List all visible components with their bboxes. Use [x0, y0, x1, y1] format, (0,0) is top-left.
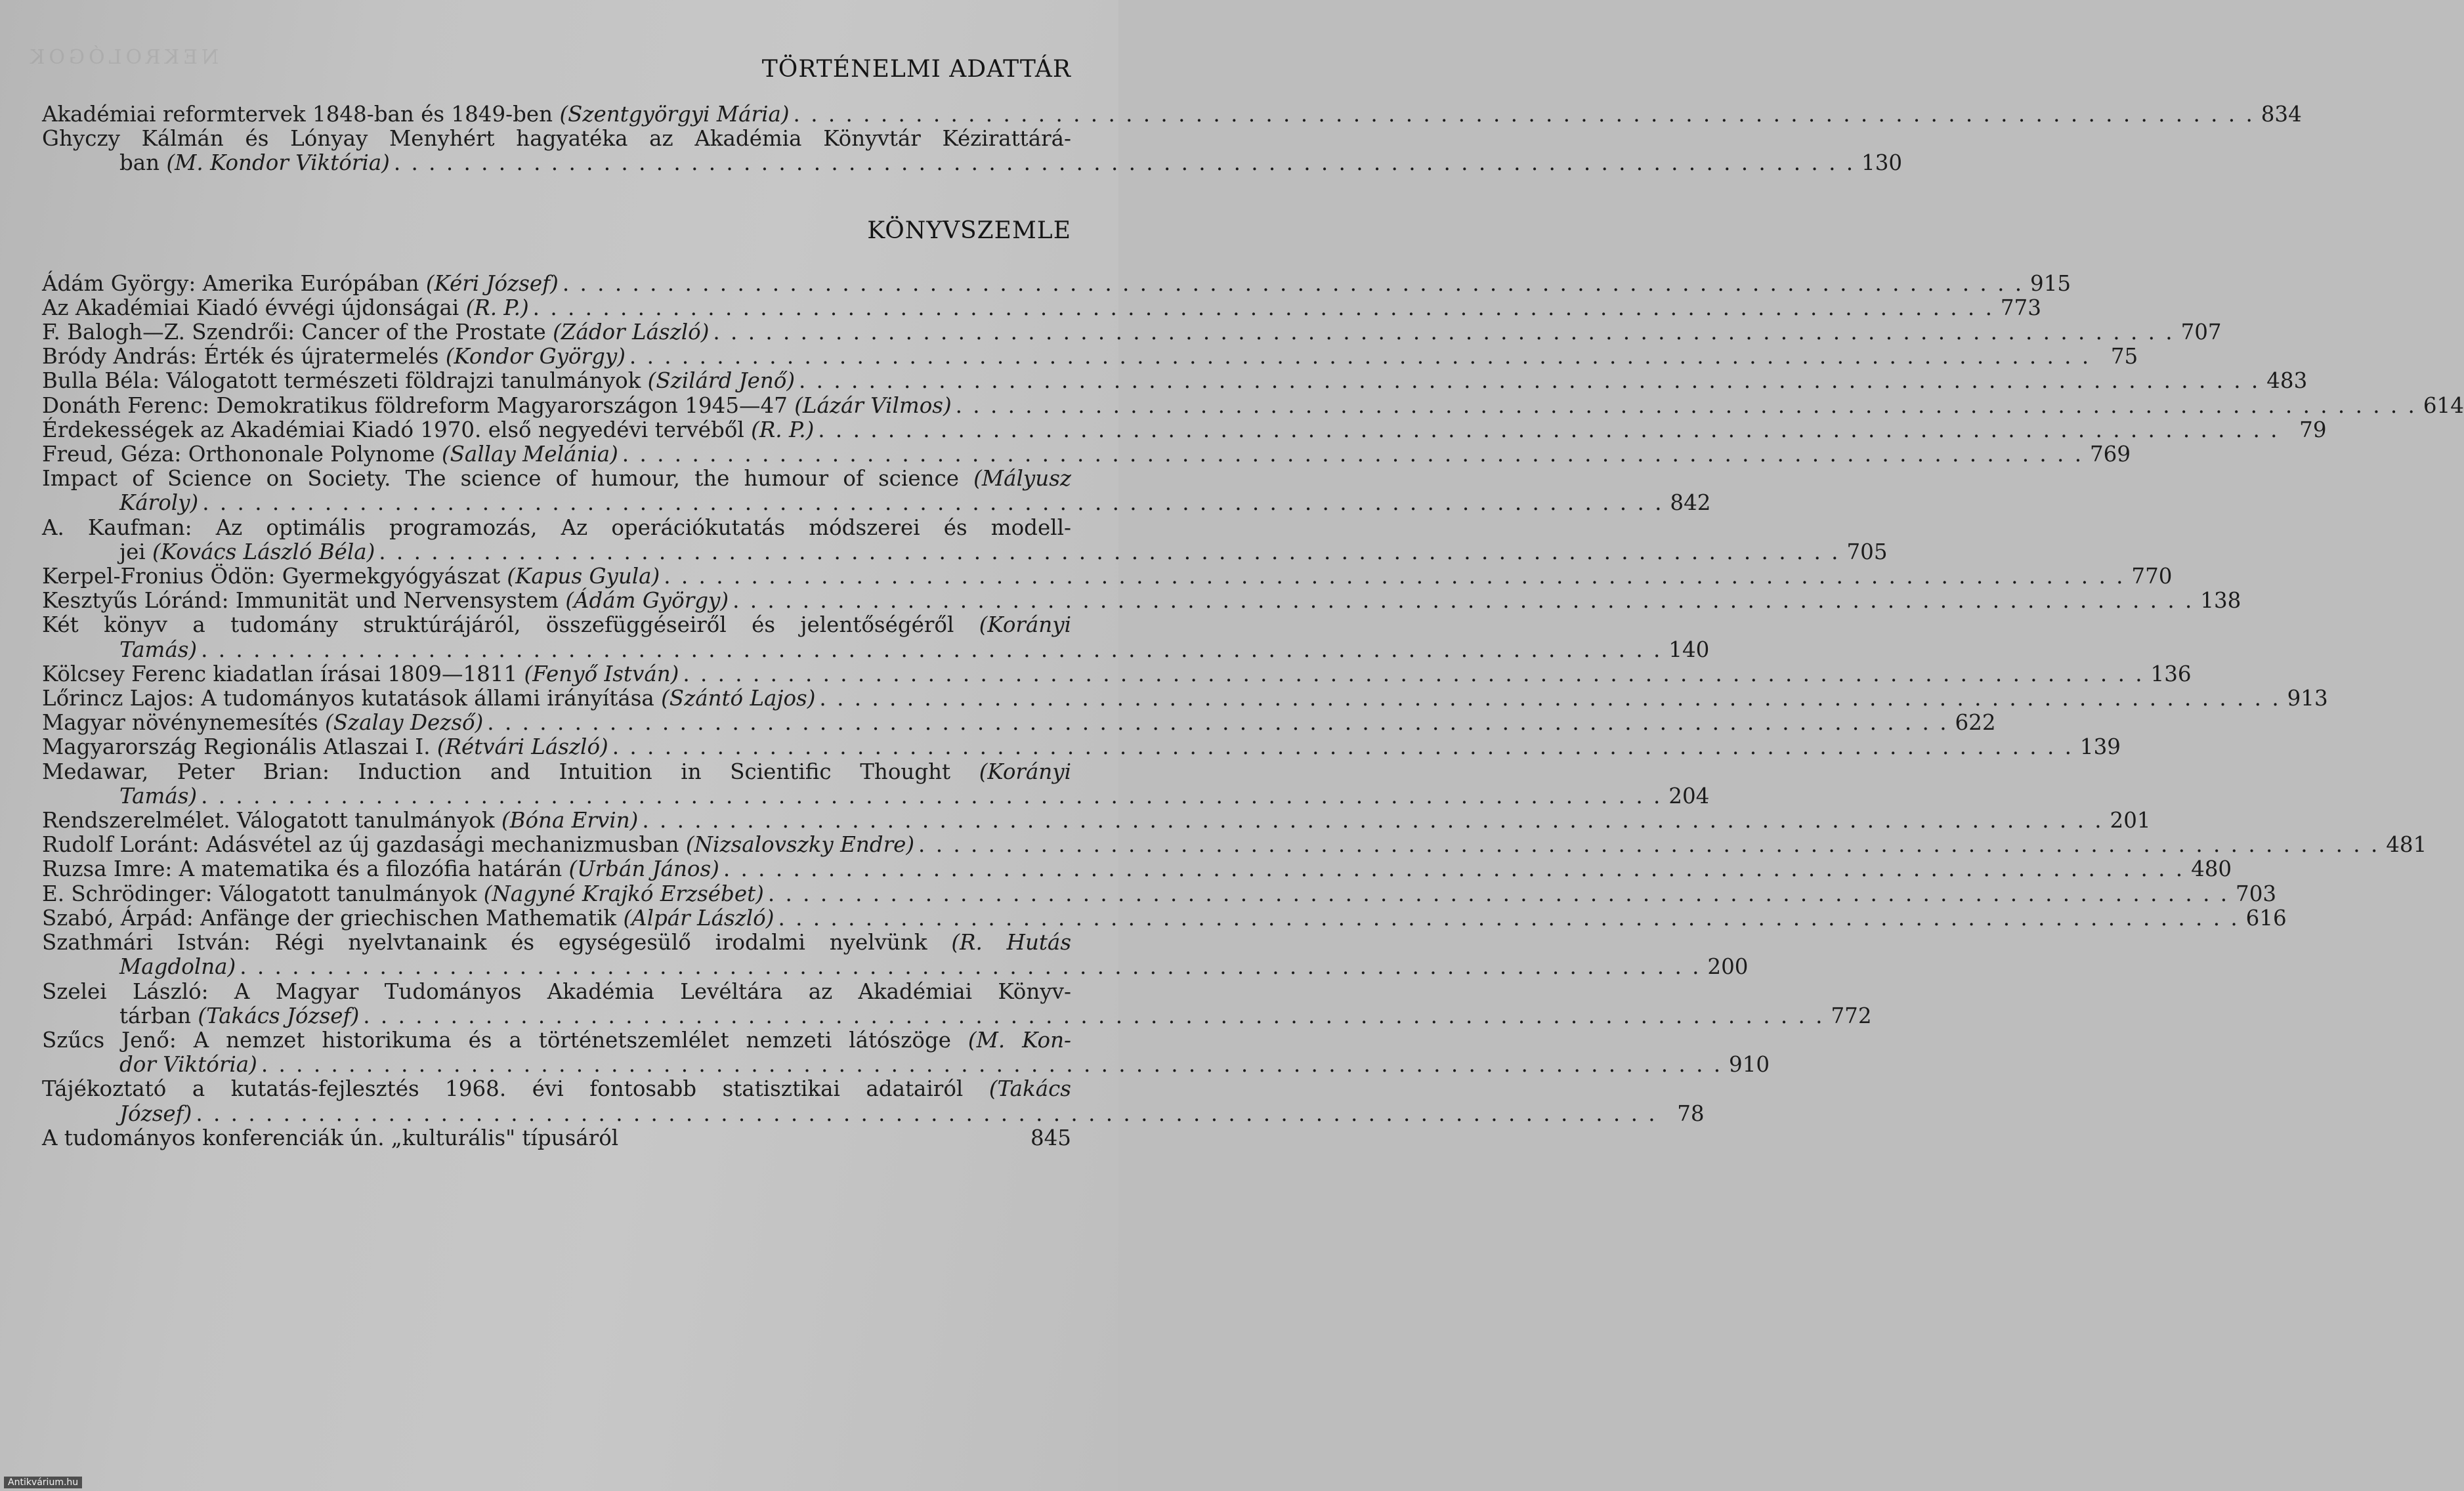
dot-leader: . . . . . . . . . . . . . . . . . . . . . . . . . . . . . . . . . . . . . . . . . . . . . . . . . . . . . . . . . . . . . . . . . . . . . . . . . . . . . . . . . . . . [201, 637, 1663, 662]
page-number: 770 [2131, 564, 2173, 589]
entry-author: (Szántó Lajos) [661, 686, 816, 711]
index-entry [42, 514, 1888, 564]
index-entry [42, 930, 1749, 980]
page-number: 480 [2191, 856, 2232, 882]
index-entry [42, 126, 1903, 176]
dot-leader: . . . . . . . . . . . . . . . . . . . . . . . . . . . . . . . . . . . . . . . . . . . . . . . . . . . . . . . . . . . . . . . . . . . . . . . . . . . . . . . . . . . . [562, 270, 2024, 296]
dot-leader: . . . . . . . . . . . . . . . . . . . . . . . . . . . . . . . . . . . . . . . . . . . . . . . . . . . . . . . . . . . . . . . . . . . . . . . . . . . . . . . . . . . . [778, 905, 2240, 931]
entry-second-line [42, 1101, 1705, 1126]
entry-line [42, 344, 2138, 369]
page-number: 842 [1670, 490, 1711, 516]
entry-line [42, 832, 2427, 858]
entry-title: Freud, Géza: Orthononale Polynome (Sallay Melánia) [42, 442, 618, 467]
entry-title: E. Schrödinger: Válogatott tanulmányok (Nagyné Krajkó Erzsébet) [42, 881, 764, 906]
page-number: 139 [2079, 734, 2121, 760]
entry-author: (R. Hutás [951, 930, 1071, 956]
entry-author: Tamás) [119, 783, 198, 808]
index-entry [42, 564, 2173, 589]
entry-author: (Sallay Melánia) [441, 442, 618, 467]
index-entry [42, 588, 2241, 614]
dot-leader: . . . . . . . . . . . . . . . . . . . . . . . . . . . . . . . . . . . . . . . . . . . . . . . . . . . . . . . . . . . . . . . . . . . . . . . . . . . . . . . . . . . . [918, 832, 2380, 858]
entry-title: Az Akadémiai Kiadó évvégi újdonságai (R. P.) [42, 295, 529, 320]
entry-author: (Alpár László) [623, 905, 775, 931]
entry-author: Károly) [119, 490, 199, 516]
entry-line [42, 392, 2464, 418]
index-entry [42, 612, 1710, 662]
dot-leader: . . . . . . . . . . . . . . . . . . . . . . . . . . . . . . . . . . . . . . . . . . . . . . . . . . . . . . . . . . . . . . . . . . . . . . . . . . . . . . . . . . . . [733, 588, 2194, 614]
entry-title: Kesztyűs Lóránd: Immunität und Nervensystem (Ádám György) [42, 588, 729, 614]
entry-title: A tudományos konferenciák ún. „kulturális" típusáról [42, 1125, 619, 1150]
entry-continuation [42, 491, 198, 515]
entry-author: (Zádor László) [553, 320, 710, 345]
entry-author: (Lázár Vilmos) [794, 392, 952, 418]
entry-second-line [42, 1003, 1872, 1028]
page-number: 75 [2110, 344, 2138, 369]
index-entry [42, 832, 2427, 858]
index-content [42, 56, 2464, 1150]
entry-title: Érdekességek az Akadémiai Kiadó 1970. első negyedévi tervéből (R. P.) [42, 417, 815, 442]
page-number: 138 [2200, 588, 2241, 614]
entry-continuation [42, 784, 197, 808]
entry-author: (Ádám György) [565, 588, 729, 614]
entry-author: (Nizsalovszky Endre) [685, 832, 915, 858]
index-entry [42, 978, 1872, 1028]
entry-line [42, 1126, 1071, 1150]
index-entry [42, 808, 2151, 833]
entry-continuation: jei (Kovács László Béla) [119, 539, 375, 564]
entry-author: (Korányi [979, 612, 1071, 638]
page-number: 769 [2090, 442, 2131, 467]
page-number: 703 [2236, 881, 2277, 906]
entry-line [42, 368, 2308, 394]
index-entry [42, 466, 1711, 516]
entry-title: Rudolf Loránt: Adásvétel az új gazdasági mechanizmusban (Nizsalovszky Endre) [42, 832, 915, 858]
index-entry [42, 368, 2308, 394]
index-entry [42, 1027, 1770, 1078]
dot-leader: . . . . . . . . . . . . . . . . . . . . . . . . . . . . . . . . . . . . . . . . . . . . . . . . . . . . . . . . . . . . . . . . . . . . . . . . . . . . . . . . . . . . [713, 320, 2175, 345]
page-number: 614 [2423, 392, 2464, 418]
index-entry [42, 734, 2121, 760]
entry-author: (Mályusz [973, 466, 1071, 492]
entry-continuation [42, 1102, 192, 1126]
dot-leader: . . . . . . . . . . . . . . . . . . . . . . . . . . . . . . . . . . . . . . . . . . . . . . . . . . . . . . . . . . . . . . . . . . . . . . . . . . . . . . . . . . . . [202, 490, 1664, 516]
tortenelmi-list [42, 102, 2302, 176]
index-entry [42, 856, 2232, 882]
entry-author: (M. Kondor Viktória) [166, 150, 390, 176]
entry-line [42, 905, 2287, 931]
dot-leader: . . . . . . . . . . . . . . . . . . . . . . . . . . . . . . . . . . . . . . . . . . . . . . . . . . . . . . . . . . . . . . . . . . . . . . . . . . . . . . . . . . . . [261, 1052, 1723, 1078]
entry-line [42, 856, 2232, 882]
page-number: 622 [1955, 710, 1996, 736]
dot-leader: . . . . . . . . . . . . . . . . . . . . . . . . . . . . . . . . . . . . . . . . . . . . . . . . . . . . . . . . . . . . . . . . . . . . . . . . . . . . . . . . . . . . [799, 368, 2261, 394]
entry-title: Szabó, Árpád: Anfänge der griechischen Mathematik (Alpár László) [42, 905, 775, 931]
entry-first-line: Impact of Science on Society. The science of humour, the humour of science (Mályusz [42, 466, 1071, 492]
entry-first-line: Medawar, Peter Brian: Induction and Intuition in Scientific Thought (Korányi [42, 759, 1071, 784]
page-number: 130 [1861, 150, 1903, 176]
entry-line [42, 588, 2241, 614]
entry-title: Ádám György: Amerika Európában (Kéri József) [42, 270, 559, 296]
page-number: 616 [2245, 905, 2287, 931]
entry-title: F. Balogh—Z. Szendrői: Cancer of the Prostate (Zádor László) [42, 320, 710, 345]
page-number: 707 [2180, 320, 2222, 345]
entry-author: Tamás) [119, 637, 198, 662]
entry-title: Ruzsa Imre: A matematika és a filozófia határán (Urbán János) [42, 856, 719, 882]
index-entry [42, 344, 2138, 369]
page-number: 913 [2287, 686, 2328, 711]
index-entry [42, 442, 2131, 467]
entry-first-line: A. Kaufman: Az optimális programozás, Az operációkutatás módszerei és modell- [42, 514, 1071, 540]
entry-author: (Nagyné Krajkó Erzsébet) [483, 881, 764, 906]
entry-continuation [42, 638, 197, 662]
entry-title: Magyarország Regionális Atlaszai I. (Rétvári László) [42, 734, 608, 760]
index-entry [42, 759, 1710, 808]
entry-continuation [42, 1053, 257, 1077]
dot-leader: . . . . . . . . . . . . . . . . . . . . . . . . . . . . . . . . . . . . . . . . . . . . . . . . . . . . . . . . . . . . . . . . . . . . . . . . . . . . . . . . . . . . [612, 734, 2073, 760]
entry-title: Lőrincz Lajos: A tudományos kutatások állami irányítása (Szántó Lajos) [42, 686, 816, 711]
entry-author: (Takács József) [198, 1003, 360, 1028]
entry-title: Kölcsey Ferenc kiadatlan írásai 1809—1811 (Fenyő István) [42, 661, 679, 686]
dot-leader: . . . . . . . . . . . . . . . . . . . . . . . . . . . . . . . . . . . . . . . . . . . . . . . . . . . . . . . . . . . . . . . . . . . . . . . . . . . . . . . . . . . . [629, 344, 2091, 369]
entry-author: (Bóna Ervin) [501, 808, 639, 833]
entry-title: Magyar növénynemesítés (Szalay Dezső) [42, 710, 484, 736]
section-heading-tortenelmi: TÖRTÉNELMI ADATTÁR [761, 56, 1071, 83]
entry-line [42, 417, 2327, 442]
entry-line [42, 270, 2071, 296]
dot-leader: . . . . . . . . . . . . . . . . . . . . . . . . . . . . . . . . . . . . . . . . . . . . . . . . . . . . . . . . . . . . . . . . . . . . . . . . . . . . . . . . . . . . [767, 881, 2230, 906]
entry-title: Akadémiai reformtervek 1848-ban és 1849-ben (Szentgyörgyi Mária) [42, 102, 790, 127]
page-number: 483 [2266, 368, 2308, 394]
dot-leader: . . . . . . . . . . . . . . . . . . . . . . . . . . . . . . . . . . . . . . . . . . . . . . . . . . . . . . . . . . . . . . . . . . . . . . . . . . . . . . . . . . . . [363, 1003, 1825, 1028]
entry-first-line: Szűcs Jenő: A nemzet historikuma és a történetszemlélet nemzeti látószöge (M. Kon- [42, 1027, 1071, 1053]
entry-author: (Korányi [979, 759, 1071, 784]
page-number: 910 [1729, 1052, 1770, 1078]
entry-title: Bródy András: Érték és újratermelés (Kondor György) [42, 344, 626, 369]
index-entry [42, 905, 2287, 931]
entry-line [42, 442, 2131, 467]
entry-second-line [42, 783, 1710, 808]
entry-author: (Kéri József) [425, 270, 559, 296]
dot-leader: . . . . . . . . . . . . . . . . . . . . . . . . . . . . . . . . . . . . . . . . . . . . . . . . . . . . . . . . . . . . . . . . . . . . . . . . . . . . . . . . . . . . [664, 564, 2125, 589]
entry-first-line: Tájékoztató a kutatás-fejlesztés 1968. évi fontosabb statisztikai adatairól (Takács [42, 1076, 1071, 1102]
watermark: Antikvárium.hu [4, 1477, 82, 1488]
index-entry [42, 320, 2222, 345]
index-entry [42, 1076, 1705, 1126]
entry-continuation: ban (M. Kondor Viktória) [119, 150, 390, 176]
entry-author: (Kondor György) [445, 344, 626, 369]
dot-leader: . . . . . . . . . . . . . . . . . . . . . . . . . . . . . . . . . . . . . . . . . . . . . . . . . . . . . . . . . . . . . . . . . . . . . . . . . . . . . . . . . . . . [393, 150, 1856, 176]
page-number: 140 [1668, 637, 1710, 662]
index-entry [42, 102, 2302, 127]
dot-leader: . . . . . . . . . . . . . . . . . . . . . . . . . . . . . . . . . . . . . . . . . . . . . . . . . . . . . . . . . . . . . . . . . . . . . . . . . . . . . . . . . . . . [201, 783, 1663, 808]
bleed-through-text: NEKROLÓGOK [26, 46, 219, 69]
entry-second-line [42, 637, 1710, 662]
dot-leader: . . . . . . . . . . . . . . . . . . . . . . . . . . . . . . . . . . . . . . . . . . . . . . . . . . . . . . . . . . . . . . . . . . . . . . . . . . . . . . . . . . . . [723, 856, 2185, 882]
index-entry [42, 686, 2328, 711]
entry-title: Bulla Béla: Válogatott természeti földrajzi tanulmányok (Szilárd Jenő) [42, 368, 796, 394]
entry-first-line: Ghyczy Kálmán és Lónyay Menyhért hagyatéka az Akadémia Könyvtár Kézirattárá- [42, 126, 1071, 152]
entry-author: (Fenyő István) [524, 661, 679, 686]
entry-second-line [42, 539, 1888, 564]
page-number: 845 [1030, 1125, 1071, 1150]
entry-author: József) [119, 1101, 192, 1126]
entry-first-line: Szathmári István: Régi nyelvtanaink és egységesülő irodalmi nyelvünk (R. Hutás [42, 930, 1071, 956]
index-entry [42, 1126, 1071, 1150]
entry-line [42, 295, 2041, 320]
entry-first-line: Szelei László: A Magyar Tudományos Akadémia Levéltára az Akadémiai Könyv- [42, 978, 1071, 1004]
section-heading-konyvszemle: KÖNYVSZEMLE [867, 217, 1071, 244]
entry-author: (Urbán János) [568, 856, 719, 882]
page-number: 78 [1677, 1101, 1705, 1126]
entry-author: (Kapus Gyula) [507, 564, 660, 589]
entry-line [42, 564, 2173, 589]
index-entry [42, 270, 2071, 296]
dot-leader: . . . . . . . . . . . . . . . . . . . . . . . . . . . . . . . . . . . . . . . . . . . . . . . . . . . . . . . . . . . . . . . . . . . . . . . . . . . . . . . . . . . . [819, 686, 2281, 711]
index-entry [42, 417, 2327, 442]
entry-line [42, 734, 2121, 760]
page-number: 79 [2299, 417, 2327, 442]
entry-title: Rendszerelmélet. Válogatott tanulmányok (Bóna Ervin) [42, 808, 639, 833]
entry-author: (Takács [988, 1076, 1071, 1102]
dot-leader: . . . . . . . . . . . . . . . . . . . . . . . . . . . . . . . . . . . . . . . . . . . . . . . . . . . . . . . . . . . . . . . . . . . . . . . . . . . . . . . . . . . . [955, 392, 2417, 418]
dot-leader: . . . . . . . . . . . . . . . . . . . . . . . . . . . . . . . . . . . . . . . . . . . . . . . . . . . . . . . . . . . . . . . . . . . . . . . . . . . . . . . . . . . . [240, 954, 1701, 980]
entry-author: (Kovács László Béla) [152, 539, 375, 564]
page-number: 481 [2386, 832, 2427, 858]
dot-leader: . . . . . . . . . . . . . . . . . . . . . . . . . . . . . . . . . . . . . . . . . . . . . . . . . . . . . . . . . . . . . . . . . . . . . . . . . . . . . . . . . . . . [683, 661, 2144, 686]
page-number: 915 [2030, 270, 2071, 296]
entry-continuation [42, 955, 236, 979]
index-entry [42, 295, 2041, 320]
page-number: 136 [2150, 661, 2192, 686]
dot-leader: . . . . . . . . . . . . . . . . . . . . . . . . . . . . . . . . . . . . . . . . . . . . . . . . . . . . . . . . . . . . . . . . . . . . . . . . . . . . . . . . . . . . [379, 539, 1840, 564]
entry-author: (R. P.) [751, 417, 815, 442]
entry-line [42, 320, 2222, 345]
dot-leader: . . . . . . . . . . . . . . . . . . . . . . . . . . . . . . . . . . . . . . . . . . . . . . . . . . . . . . . . . . . . . . . . . . . . . . . . . . . . . . . . . . . . [487, 710, 1949, 736]
entry-second-line [42, 1052, 1770, 1078]
page-number: 772 [1831, 1003, 1872, 1028]
page-number: 201 [2110, 808, 2151, 833]
entry-author: (Szilárd Jenő) [647, 368, 796, 394]
page-number: 834 [2261, 102, 2302, 127]
page-number: 200 [1707, 954, 1749, 980]
entry-second-line [42, 490, 1711, 516]
page-number: 773 [2000, 295, 2041, 320]
entry-author: dor Viktória) [119, 1052, 257, 1078]
page-number: 705 [1846, 539, 1888, 564]
dot-leader: . . . . . . . . . . . . . . . . . . . . . . . . . . . . . . . . . . . . . . . . . . . . . . . . . . . . . . . . . . . . . . . . . . . . . . . . . . . . . . . . . . . . [622, 442, 2084, 467]
entry-author: (Rétvári László) [436, 734, 608, 760]
entry-second-line [42, 150, 1903, 176]
entry-author: (Szalay Dezső) [325, 710, 484, 736]
entry-author: (Szentgyörgyi Mária) [559, 102, 790, 127]
konyvszemle-list [42, 270, 2464, 1150]
page-number: 204 [1668, 783, 1710, 808]
entry-line [42, 881, 2277, 906]
entry-title: Kerpel-Fronius Ödön: Gyermekgyógyászat (Kapus Gyula) [42, 564, 660, 589]
entry-author: Magdolna) [119, 954, 236, 980]
index-entry [42, 661, 2192, 686]
entry-line [42, 686, 2328, 711]
entry-continuation: tárban (Takács József) [119, 1003, 360, 1028]
entry-author: (R. P.) [465, 295, 529, 320]
dot-leader: . . . . . . . . . . . . . . . . . . . . . . . . . . . . . . . . . . . . . . . . . . . . . . . . . . . . . . . . . . . . . . . . . . . . . . . . . . . . . . . . . . . . [642, 808, 2104, 833]
entry-title: Donáth Ferenc: Demokratikus földreform Magyarországon 1945—47 (Lázár Vilmos) [42, 392, 952, 418]
dot-leader: . . . . . . . . . . . . . . . . . . . . . . . . . . . . . . . . . . . . . . . . . . . . . . . . . . . . . . . . . . . . . . . . . . . . . . . . . . . . . . . . . . . . [818, 417, 2280, 442]
index-entry [42, 710, 1996, 736]
dot-leader: . . . . . . . . . . . . . . . . . . . . . . . . . . . . . . . . . . . . . . . . . . . . . . . . . . . . . . . . . . . . . . . . . . . . . . . . . . . . . . . . . . . . [196, 1101, 1657, 1126]
dot-leader: . . . . . . . . . . . . . . . . . . . . . . . . . . . . . . . . . . . . . . . . . . . . . . . . . . . . . . . . . . . . . . . . . . . . . . . . . . . . . . . . . . . . [793, 102, 2255, 127]
entry-line [42, 661, 2192, 686]
entry-author: (M. Kon- [967, 1027, 1071, 1053]
entry-second-line [42, 954, 1749, 980]
entry-line [42, 808, 2151, 833]
entry-line [42, 710, 1996, 736]
index-entry [42, 392, 2464, 418]
index-entry [42, 881, 2277, 906]
entry-first-line: Két könyv a tudomány struktúrájáról, összefüggéseiről és jelentőségéről (Korányi [42, 612, 1071, 638]
dot-leader: . . . . . . . . . . . . . . . . . . . . . . . . . . . . . . . . . . . . . . . . . . . . . . . . . . . . . . . . . . . . . . . . . . . . . . . . . . . . . . . . . . . . [532, 295, 1994, 320]
entry-line [42, 102, 2302, 127]
